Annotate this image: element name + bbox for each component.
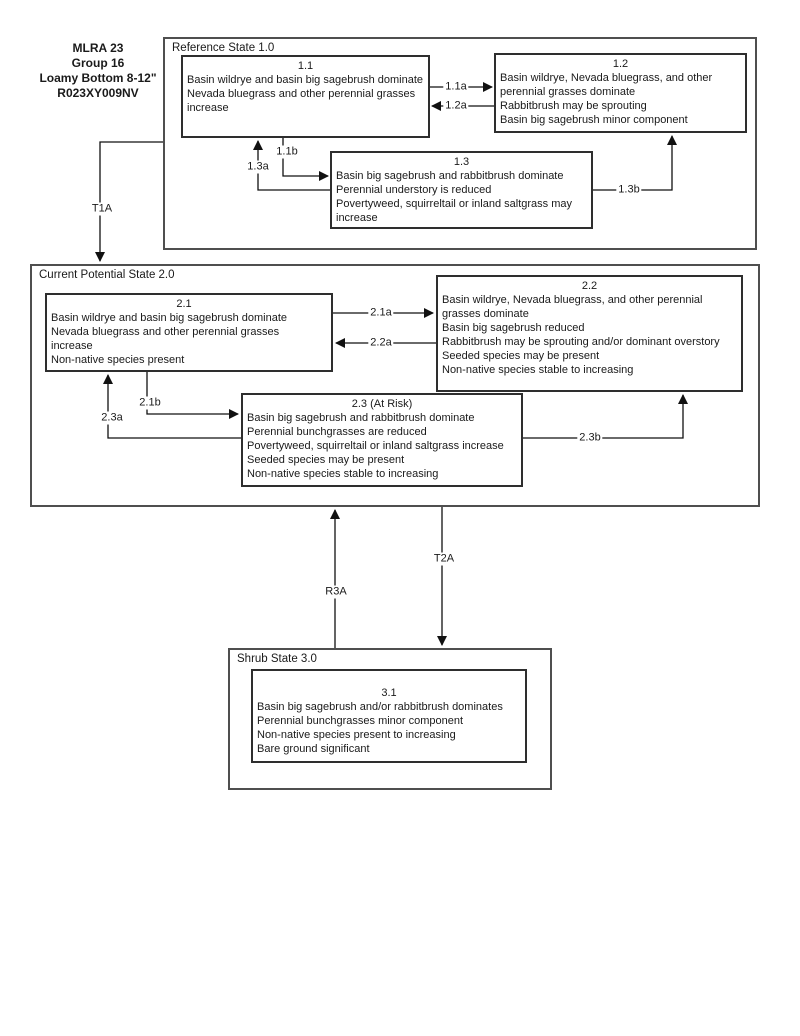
community-text: Perennial understory is reduced — [336, 184, 492, 196]
community-text: Rabbitbrush may be sprouting and/or dominant overstory — [442, 336, 720, 348]
community-box-2-2 — [436, 275, 743, 392]
community-box-2-1 — [45, 293, 333, 372]
pathway-label-1-2a: 1.2a — [445, 99, 467, 112]
community-title-1-1: 1.1 — [297, 60, 314, 72]
community-title-2-3: 2.3 (At Risk) — [351, 398, 413, 410]
community-text: Nevada bluegrass and other perennial grasses increase — [187, 88, 416, 114]
community-title-2-1: 2.1 — [176, 298, 192, 310]
header-site-id: R023XY009NV — [57, 86, 139, 100]
community-text: Bare ground significant — [257, 743, 370, 755]
community-text: Basin wildrye and basin big sagebrush dominate — [51, 312, 288, 324]
state-label-current-potential: Current Potential State 2.0 — [39, 268, 179, 282]
arrow-t1a — [100, 142, 163, 261]
community-text: Non-native species present to increasing — [257, 729, 456, 741]
community-title-1-3: 1.3 — [453, 156, 470, 168]
community-text: Basin big sagebrush and rabbitbrush dominate — [336, 170, 564, 182]
pathway-label-1-1b: 1.1b — [276, 145, 298, 158]
community-text: Seeded species may be present — [247, 454, 405, 466]
state-label-reference: Reference State 1.0 — [172, 41, 278, 55]
community-box-1-1 — [181, 55, 430, 138]
community-box-1-2 — [494, 53, 747, 133]
community-text: Basin big sagebrush and/or rabbitbrush dominates — [257, 701, 503, 713]
community-text: Povertyweed, squirreltail or inland saltgrass may increase — [336, 198, 572, 224]
header-group: Group 16 — [71, 56, 125, 70]
state-label-shrub: Shrub State 3.0 — [237, 652, 321, 666]
pathway-label-t1a: T1A — [91, 202, 113, 215]
community-title-3-1: 3.1 — [381, 687, 397, 699]
community-box-3-1 — [251, 669, 527, 763]
community-text: Basin wildrye and basin big sagebrush dominate — [187, 74, 424, 86]
header-site-name: Loamy Bottom 8-12" — [39, 71, 157, 85]
pathway-label-r3a: R3A — [325, 585, 347, 598]
pathway-label-t2a: T2A — [433, 552, 455, 565]
community-text: Rabbitbrush may be sprouting — [500, 100, 647, 112]
pathway-label-1-1a: 1.1a — [445, 80, 467, 93]
community-text: Perennial bunchgrasses are reduced — [247, 426, 427, 438]
community-text: Non-native species stable to increasing — [247, 468, 439, 480]
community-text: Non-native species stable to increasing — [442, 364, 634, 376]
community-text: Basin big sagebrush reduced — [442, 322, 585, 334]
community-text: Basin big sagebrush and rabbitbrush dominate — [247, 412, 475, 424]
community-text: Seeded species may be present — [442, 350, 600, 362]
pathway-label-2-1b: 2.1b — [139, 396, 161, 409]
community-text: Perennial bunchgrasses minor component — [257, 715, 464, 727]
pathway-label-2-1a: 2.1a — [370, 306, 392, 319]
community-text: Basin big sagebrush minor component — [500, 114, 688, 126]
pathway-label-2-3a: 2.3a — [101, 411, 123, 424]
community-text: Basin wildrye, Nevada bluegrass, and other perennial grasses dominate — [442, 294, 703, 320]
pathway-label-1-3a: 1.3a — [247, 160, 269, 173]
community-title-1-2: 1.2 — [612, 58, 629, 70]
pathway-label-2-2a: 2.2a — [370, 336, 392, 349]
pathway-label-2-3b: 2.3b — [579, 431, 601, 444]
community-text: Non-native species present — [51, 354, 185, 366]
header-mlra: MLRA 23 — [72, 41, 124, 55]
community-box-1-3 — [330, 151, 593, 229]
community-box-2-3 — [241, 393, 523, 487]
community-text: Nevada bluegrass and other perennial grasses increase — [51, 326, 280, 352]
site-header — [22, 41, 174, 101]
community-text: Povertyweed, squirreltail or inland saltgrass increase — [247, 440, 504, 452]
community-title-2-2: 2.2 — [581, 280, 598, 292]
community-text: Basin wildrye, Nevada bluegrass, and other perennial grasses dominate — [500, 72, 713, 98]
pathway-label-1-3b: 1.3b — [618, 183, 640, 196]
